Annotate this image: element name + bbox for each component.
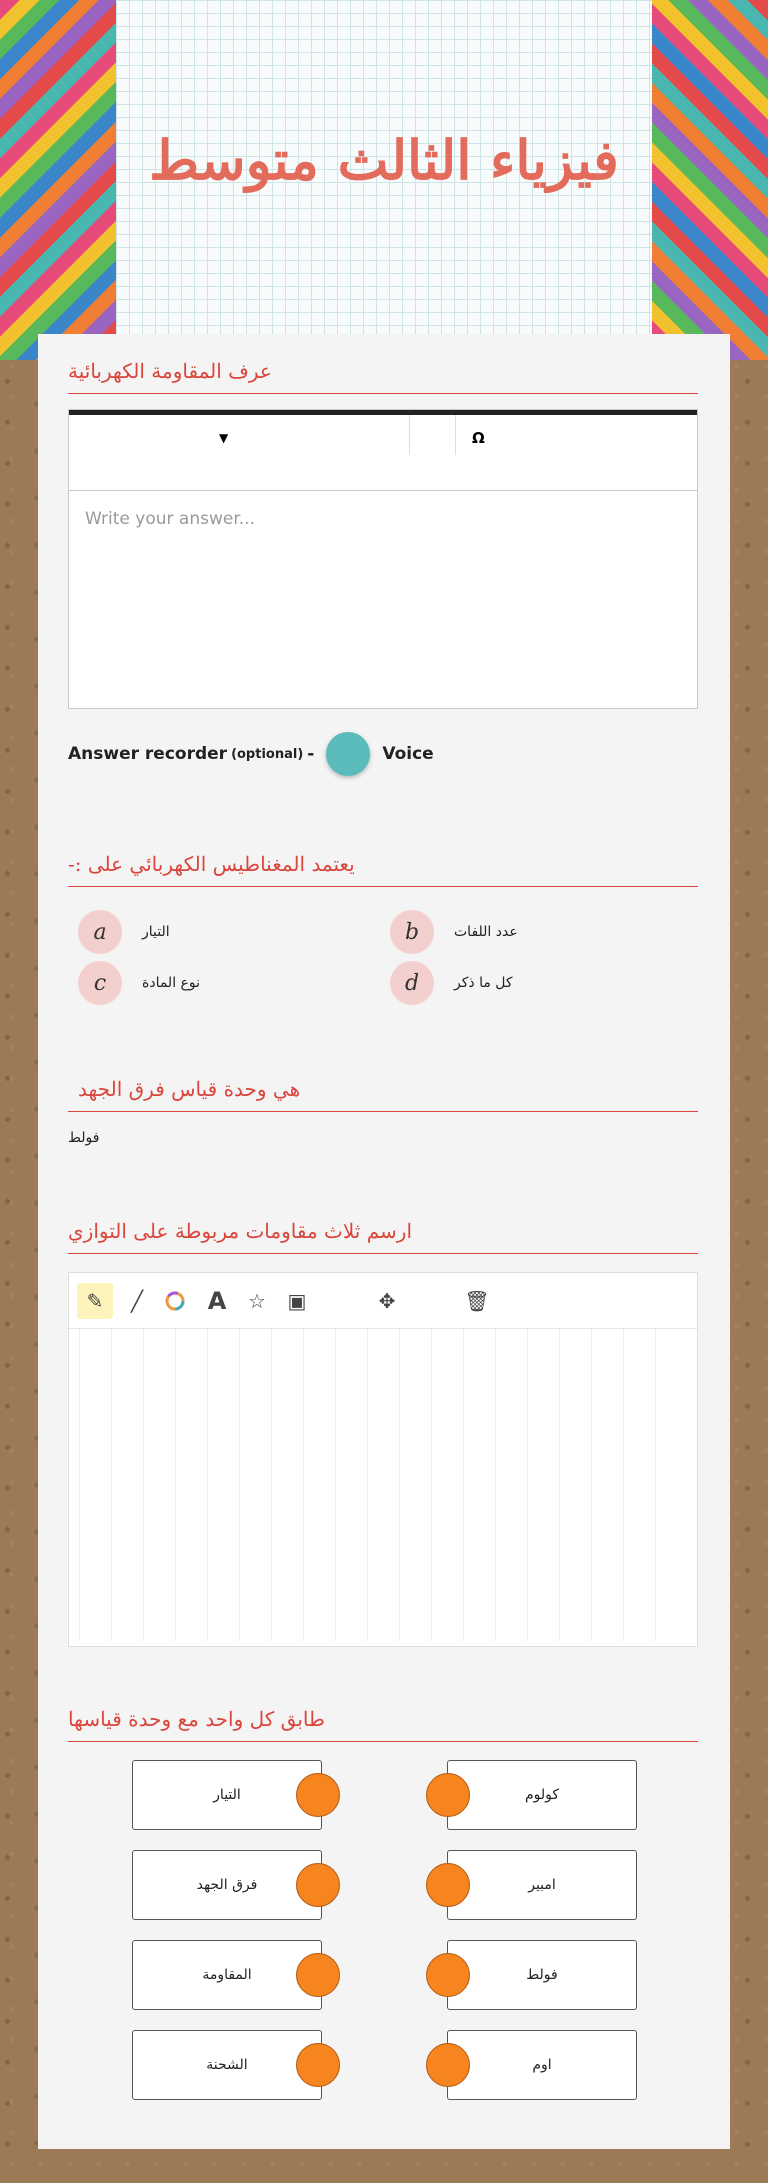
recorder-dash: -	[307, 744, 315, 764]
match-item-left[interactable]: المقاومة	[132, 1940, 322, 2010]
choice-option-d[interactable]	[390, 961, 513, 1005]
voice-record-button[interactable]	[326, 732, 370, 776]
choice-label: عدد اللفات	[454, 924, 518, 940]
question-5-title	[68, 1707, 698, 1742]
recorder-optional: (optional)	[231, 746, 304, 762]
decorative-stripes-right	[652, 0, 768, 360]
image-icon[interactable]: ▣	[287, 1289, 307, 1313]
header-banner	[0, 0, 768, 360]
match-item-right[interactable]: اوم	[447, 2030, 637, 2100]
question-1-text: عرف المقاومة الكهربائية	[68, 359, 272, 383]
match-connector-left[interactable]	[296, 1953, 340, 1997]
drawing-canvas[interactable]	[79, 1329, 687, 1641]
choice-letter: d	[390, 961, 434, 1005]
question-5-text: طابق كل واحد مع وحدة قياسها	[68, 1707, 325, 1731]
question-2-title	[68, 852, 698, 887]
short-answer[interactable]: فولط	[68, 1130, 100, 1146]
choice-letter: a	[78, 910, 122, 954]
toolbar-divider	[455, 415, 456, 455]
match-connector-right[interactable]	[426, 2043, 470, 2087]
choice-letter: b	[390, 910, 434, 954]
match-item-right[interactable]: فولط	[447, 1940, 637, 2010]
special-character-button[interactable]: Ω	[472, 429, 485, 447]
star-icon[interactable]: ☆	[248, 1289, 266, 1313]
voice-label: Voice	[382, 744, 434, 764]
toolbar-divider	[409, 415, 410, 455]
answer-recorder	[68, 729, 434, 779]
color-wheel-icon[interactable]	[157, 1283, 193, 1319]
choice-option-c[interactable]	[78, 961, 200, 1005]
trash-icon[interactable]: 🗑	[464, 1289, 490, 1313]
match-item-left[interactable]: الشحنة	[132, 2030, 322, 2100]
move-icon[interactable]: ✥	[378, 1289, 396, 1313]
question-4-title	[68, 1219, 698, 1254]
choice-letter: c	[78, 961, 122, 1005]
match-connector-left[interactable]	[296, 1773, 340, 1817]
choice-label: كل ما ذكر	[454, 975, 513, 991]
match-item-right[interactable]: امبير	[447, 1850, 637, 1920]
match-connector-right[interactable]	[426, 1863, 470, 1907]
match-item-left[interactable]: فرق الجهد	[132, 1850, 322, 1920]
choice-label: نوع المادة	[142, 975, 201, 991]
decorative-stripes-left	[0, 0, 116, 360]
question-2-text: يعتمد المغناطيس الكهربائي على :-	[68, 852, 355, 876]
match-connector-right[interactable]	[426, 1953, 470, 1997]
question-3-title	[68, 1077, 698, 1112]
choice-label: التيار	[142, 924, 170, 940]
answer-textarea[interactable]: Write your answer...	[85, 509, 255, 529]
question-4-text: ارسم ثلاث مقاومات مربوطة على التوازي	[68, 1219, 413, 1243]
choice-option-b[interactable]	[390, 910, 518, 954]
match-connector-left[interactable]	[296, 2043, 340, 2087]
choice-option-a[interactable]	[78, 910, 170, 954]
brush-icon[interactable]: ╱	[130, 1289, 144, 1313]
pencil-icon[interactable]: ✎	[77, 1283, 113, 1319]
match-item-left[interactable]: التيار	[132, 1760, 322, 1830]
caret-down-icon[interactable]: ▼	[219, 431, 229, 445]
match-item-right[interactable]: كولوم	[447, 1760, 637, 1830]
drawing-toolbar	[69, 1273, 697, 1329]
editor-toolbar	[69, 415, 697, 491]
page-title: فيزياء الثالث متوسط	[149, 128, 619, 192]
recorder-label: Answer recorder	[68, 744, 228, 764]
question-1-title	[68, 359, 698, 394]
match-connector-right[interactable]	[426, 1773, 470, 1817]
match-connector-left[interactable]	[296, 1863, 340, 1907]
drawing-board	[68, 1272, 698, 1647]
rich-text-editor[interactable]	[68, 409, 698, 709]
worksheet-card	[38, 334, 730, 2149]
question-3-text: هي وحدة قياس فرق الجهد	[78, 1077, 301, 1101]
text-icon[interactable]: A	[207, 1287, 227, 1315]
